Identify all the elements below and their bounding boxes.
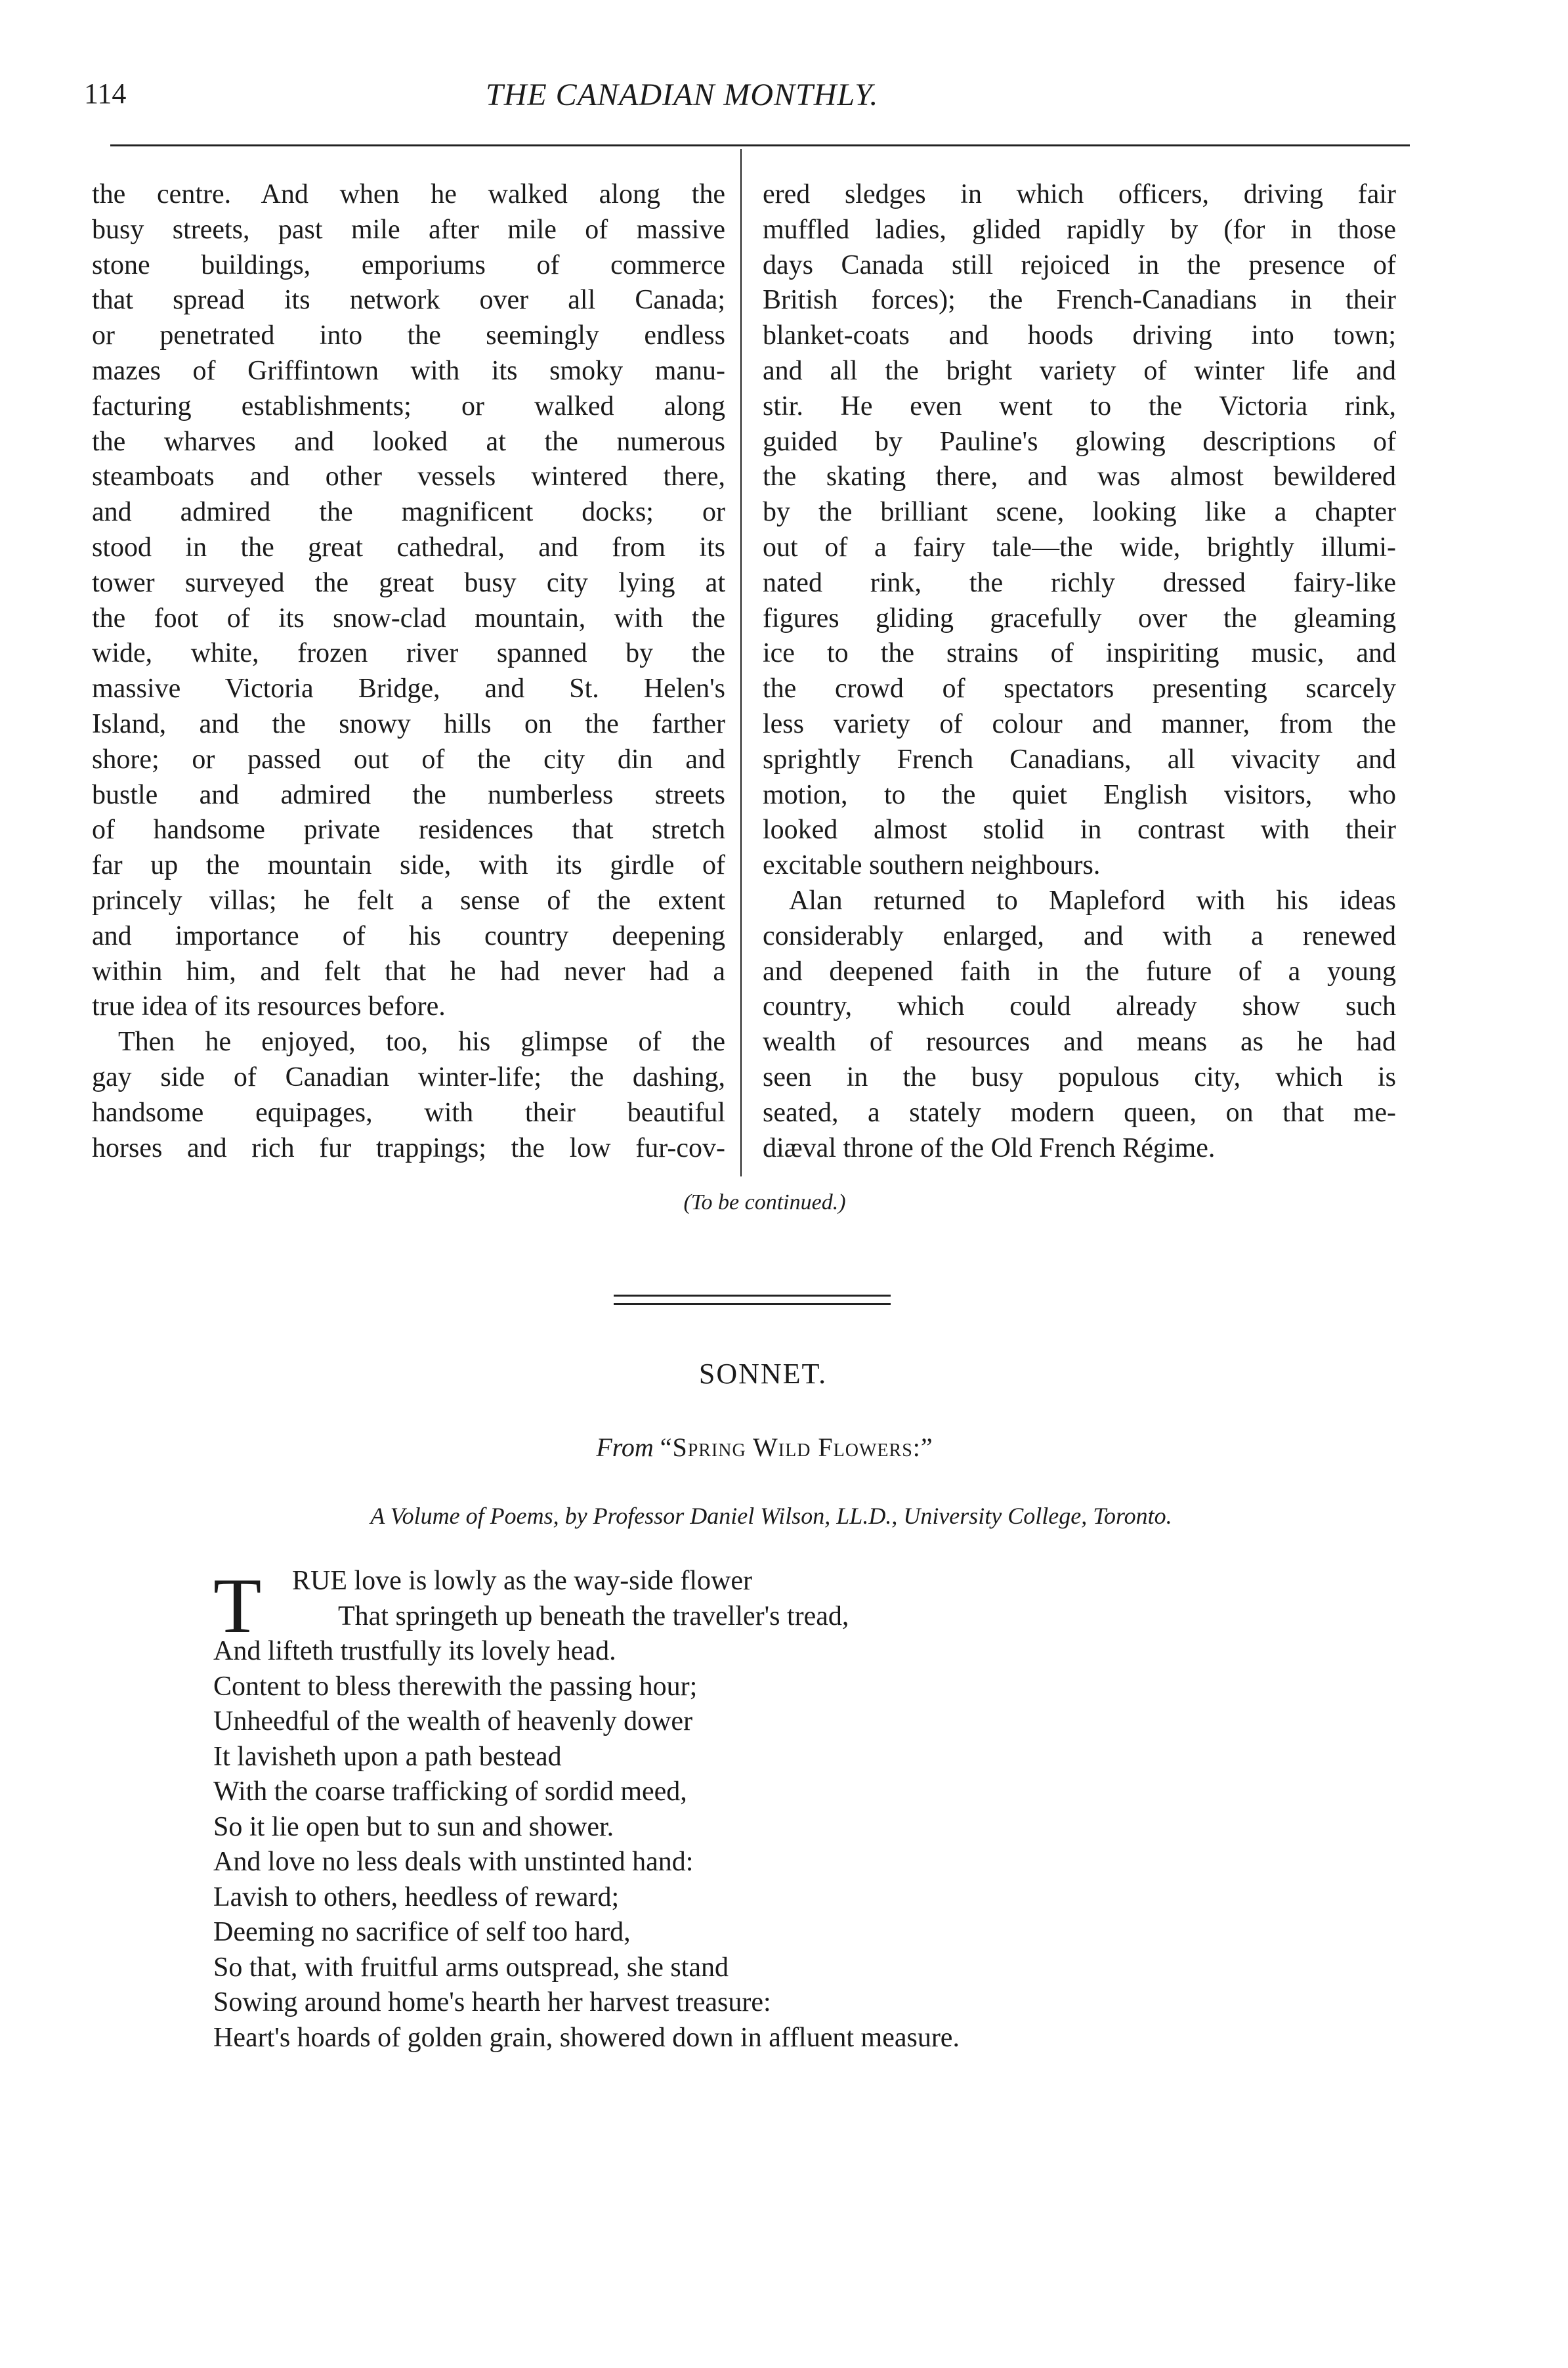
text-line: stood in the great cathedral, and from its [92, 532, 725, 563]
poem-line: And love no less deals with unstinted hand: [213, 1847, 694, 1877]
sonnet-source [394, 1434, 1135, 1461]
text-line: and all the bright variety of winter life and [763, 355, 1396, 386]
volume-attribution: A Volume of Poems, by Professor Daniel Wilson, LL.D., University College, Toronto. [370, 1503, 1172, 1529]
text-line: out of a fairy tale—the wide, brightly illumi- [763, 532, 1396, 563]
text-line: gay side of Canadian winter-life; the dashing, [92, 1062, 725, 1092]
page-number: 114 [84, 77, 127, 110]
poem-line: Deeming no sacrifice of self too hard, [213, 1917, 631, 1947]
to-be-continued-note: (To be continued.) [683, 1190, 846, 1215]
text-line: figures gliding gracefully over the gleaming [763, 603, 1396, 634]
sonnet-title: SONNET. [698, 1358, 828, 1390]
source-from-label: From [596, 1432, 654, 1462]
text-line: diæval throne of the Old French Régime. [763, 1132, 1216, 1163]
text-line: the foot of its snow-clad mountain, with the [92, 603, 725, 634]
text-line: massive Victoria Bridge, and St. Helen's [92, 674, 725, 704]
text-line: Then he enjoyed, too, his glimpse of the [118, 1027, 725, 1058]
text-line: bustle and admired the numberless streets [92, 779, 725, 810]
column-divider [740, 149, 742, 1176]
text-line: looked almost stolid in contrast with their [763, 815, 1396, 846]
text-line: the crowd of spectators presenting scarcely [763, 674, 1396, 704]
text-line: princely villas; he felt a sense of the extent [92, 885, 725, 916]
text-line: the skating there, and was almost bewildered [763, 462, 1396, 492]
poem-line: Unheedful of the wealth of heavenly dower [213, 1706, 693, 1736]
text-line: and admired the magnificent docks; or [92, 497, 725, 528]
drop-cap: T [213, 1562, 262, 1649]
text-line: country, which could already show such [763, 991, 1396, 1022]
poem-line: Sowing around home's hearth her harvest treasure: [213, 1987, 771, 2017]
poem-line: RUE love is lowly as the way-side flower [292, 1566, 753, 1596]
text-line: shore; or passed out of the city din and [92, 744, 725, 775]
sonnet-body [213, 1564, 1460, 2056]
text-line: and deepened faith in the future of a young [763, 956, 1396, 987]
text-line: or penetrated into the seemingly endless [92, 320, 725, 351]
poem-line: Heart's hoards of golden grain, showered down in affluent measure. [213, 2022, 960, 2053]
text-line: Alan returned to Mapleford with his ideas [789, 885, 1396, 916]
text-line: stir. He even went to the Victoria rink, [763, 391, 1396, 421]
poem-line: That springeth up beneath the traveller's tread, [338, 1601, 849, 1631]
running-head: THE CANADIAN MONTHLY. [486, 77, 879, 112]
text-line: wide, white, frozen river spanned by the [92, 638, 725, 669]
poem-line: It lavisheth upon a path bestead [213, 1741, 562, 1772]
text-line: seen in the busy populous city, which is [763, 1062, 1396, 1092]
poem-line: So it lie open but to sun and shower. [213, 1811, 614, 1842]
right-column [763, 177, 1396, 1166]
text-line: the centre. And when he walked along the [92, 179, 725, 209]
text-line: days Canada still rejoiced in the presence of [763, 249, 1396, 280]
text-line: blanket-coats and hoods driving into town; [763, 320, 1396, 351]
poem-line: Lavish to others, heedless of reward; [213, 1882, 620, 1912]
text-line: wealth of resources and means as he had [763, 1027, 1396, 1058]
poem-line: With the coarse trafficking of sordid meed, [213, 1776, 687, 1807]
text-line: guided by Pauline's glowing descriptions of [763, 426, 1396, 457]
text-line: within him, and felt that he had never had a [92, 956, 725, 987]
text-line: less variety of colour and manner, from the [763, 708, 1396, 739]
text-line: the wharves and looked at the numerous [92, 426, 725, 457]
text-line: muffled ladies, glided rapidly by (for in those [763, 214, 1396, 245]
text-line: ice to the strains of inspiriting music, and [763, 638, 1396, 669]
text-line: British forces); the French-Canadians in their [763, 285, 1396, 316]
poem-line: Content to bless therewith the passing hour; [213, 1671, 698, 1702]
left-column [92, 177, 725, 1166]
text-line: busy streets, past mile after mile of massive [92, 214, 725, 245]
text-line: handsome equipages, with their beautiful [92, 1097, 725, 1128]
header-rule [110, 144, 1410, 146]
text-line: Island, and the snowy hills on the farther [92, 708, 725, 739]
text-line: by the brilliant scene, looking like a chapter [763, 497, 1396, 528]
text-line: tower surveyed the great busy city lying at [92, 567, 725, 598]
source-book-title: “Spring Wild Flowers:” [660, 1432, 933, 1462]
separator-rule [614, 1303, 891, 1305]
text-line: steamboats and other vessels wintered there, [92, 462, 725, 492]
text-line: sprightly French Canadians, all vivacity and [763, 744, 1396, 775]
text-line: considerably enlarged, and with a renewed [763, 920, 1396, 951]
text-line: motion, to the quiet English visitors, who [763, 779, 1396, 810]
text-line: nated rink, the richly dressed fairy-like [763, 567, 1396, 598]
text-line: mazes of Griffintown with its smoky manu- [92, 355, 725, 386]
text-line: ered sledges in which officers, driving fair [763, 179, 1396, 209]
text-line: facturing establishments; or walked along [92, 391, 725, 421]
text-line: stone buildings, emporiums of commerce [92, 249, 725, 280]
text-line: seated, a stately modern queen, on that me- [763, 1097, 1396, 1128]
text-line: that spread its network over all Canada; [92, 285, 725, 316]
poem-line: So that, with fruitful arms outspread, she stand [213, 1952, 729, 1983]
text-line: excitable southern neighbours. [763, 850, 1101, 881]
text-line: horses and rich fur trappings; the low fur-cov- [92, 1132, 725, 1163]
text-line: true idea of its resources before. [92, 991, 446, 1022]
text-line: far up the mountain side, with its girdle of [92, 850, 725, 881]
poem-line: And lifteth trustfully its lovely head. [213, 1636, 616, 1666]
text-line: and importance of his country deepening [92, 920, 725, 951]
text-line: of handsome private residences that stretch [92, 815, 725, 846]
separator-rule [614, 1295, 891, 1297]
